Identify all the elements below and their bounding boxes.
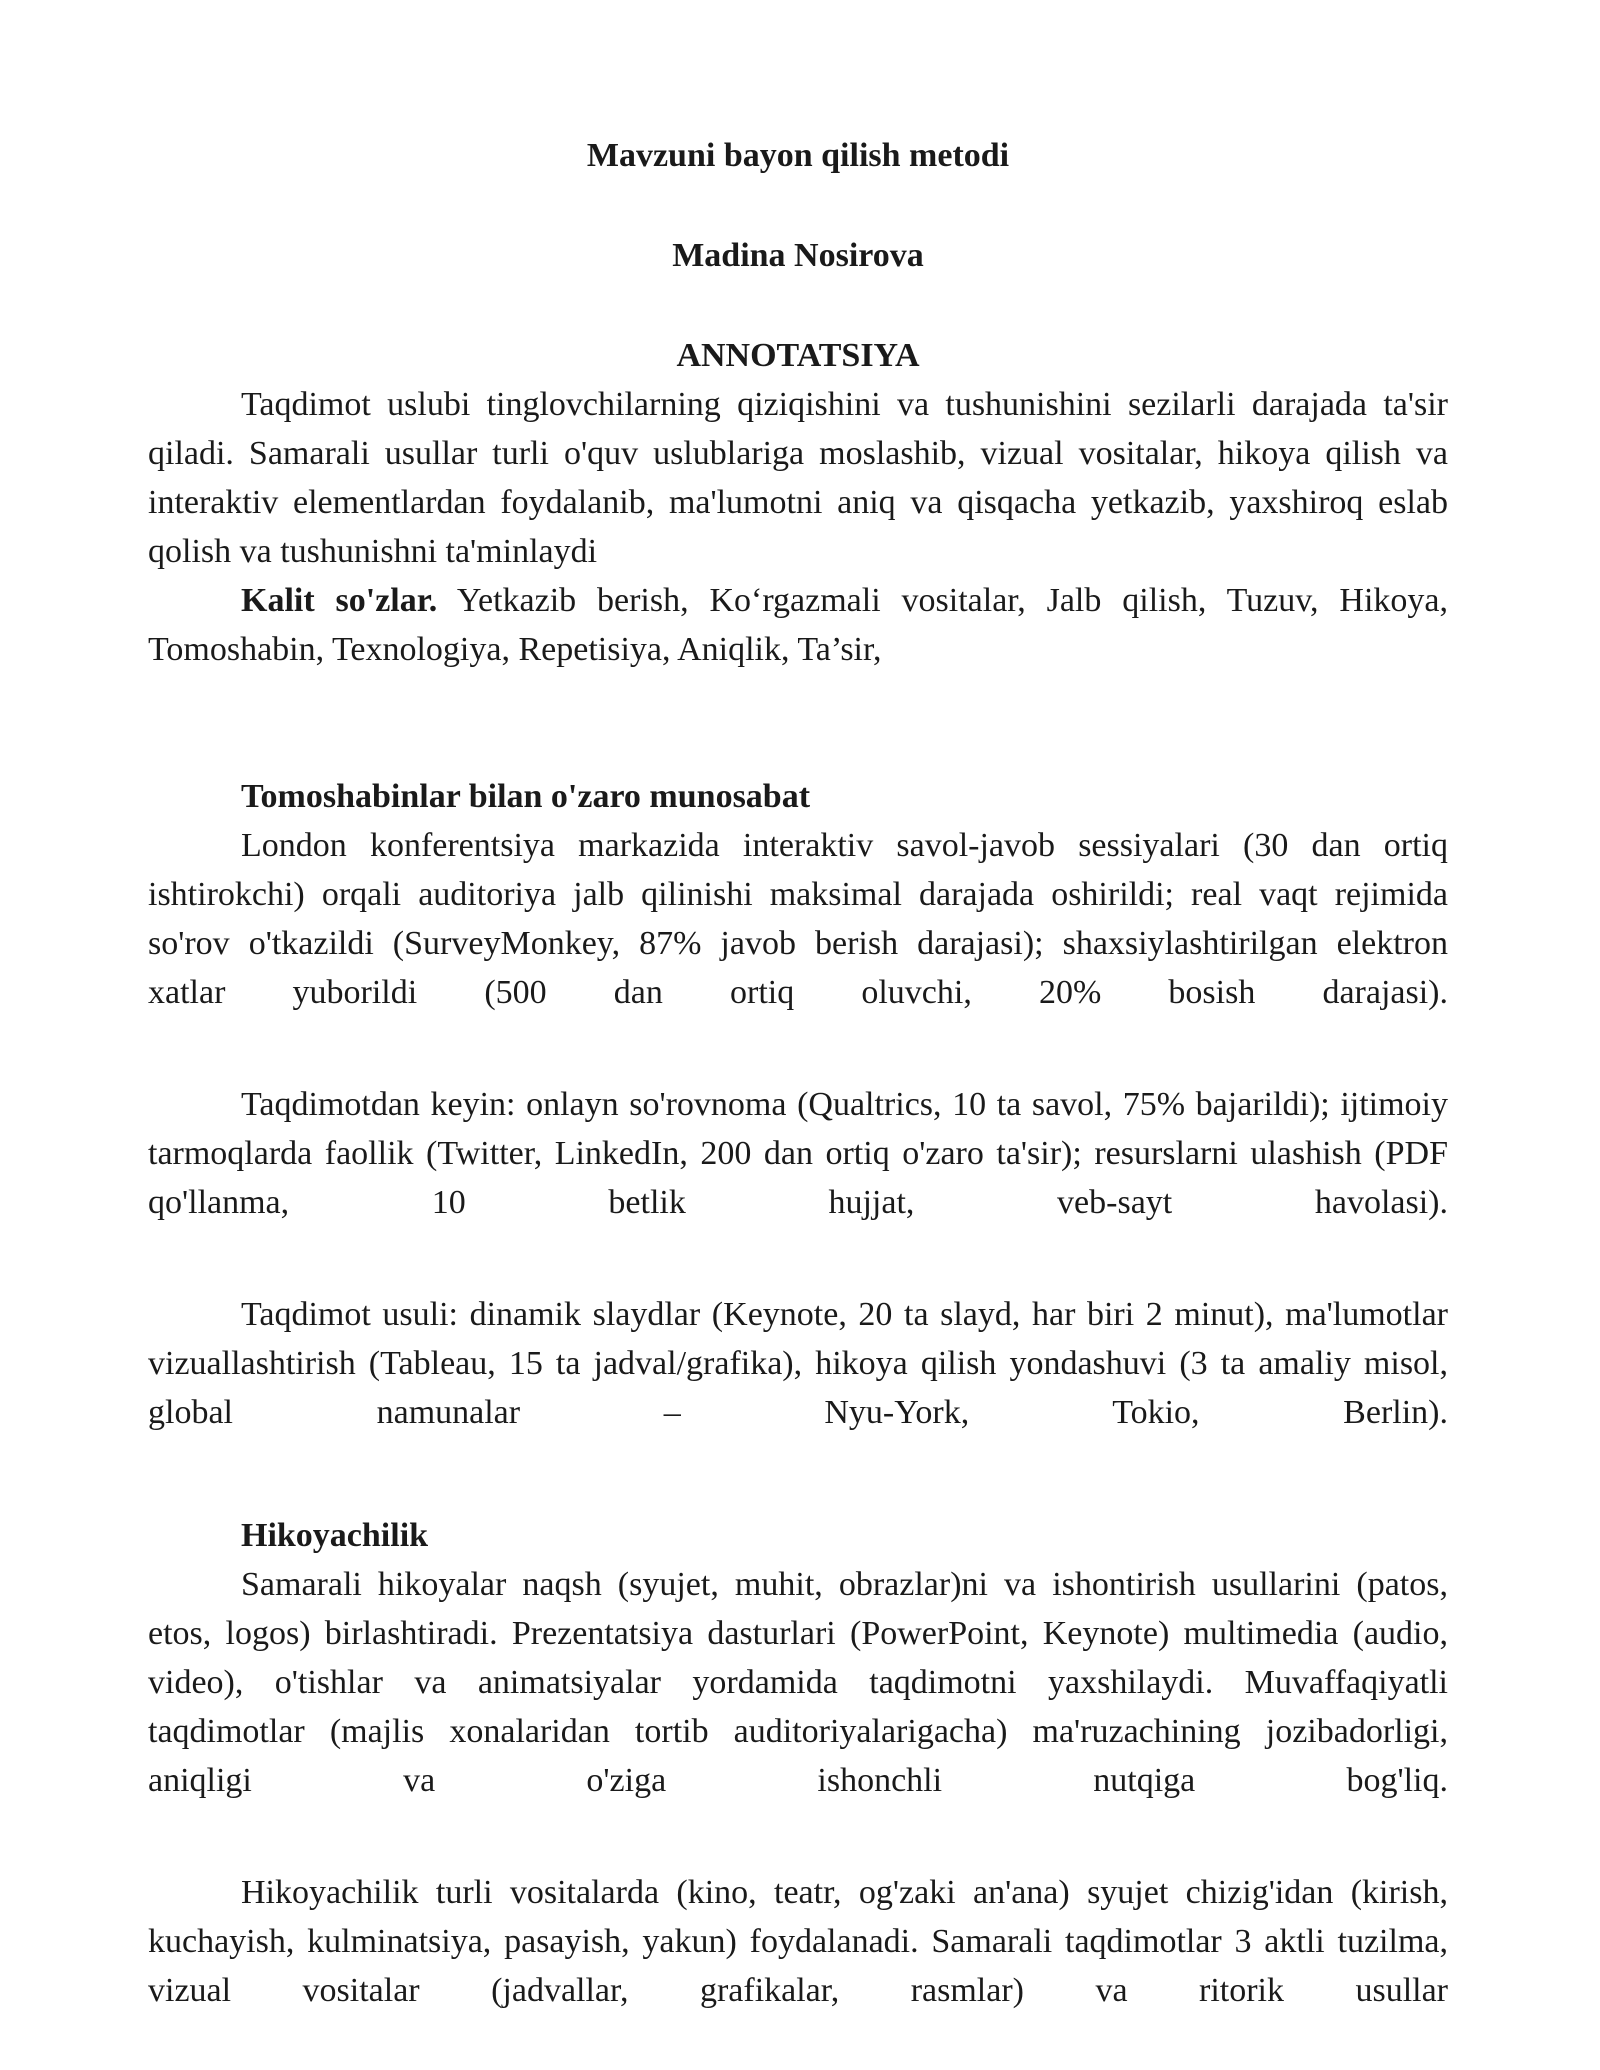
section-heading-storytelling: Hikoyachilik xyxy=(241,1517,429,1554)
keywords-list: Yetkazib berish, Ko‘rgazmali vositalar, Jalb qilish, Tuzuv, Hikoya, Tomoshabin, Texnologiya, Repetisiya, Aniqlik, Ta’sir, xyxy=(148,582,1448,668)
author-name: Madina Nosirova xyxy=(672,237,924,274)
keywords-label: Kalit so'zlar. xyxy=(241,582,438,619)
spacer xyxy=(148,674,1448,772)
keywords-paragraph xyxy=(148,576,1448,674)
document-title: Mavzuni bayon qilish metodi xyxy=(586,137,1010,174)
annotation-heading: ANNOTATSIYA xyxy=(676,337,920,374)
paragraph-storytelling-2: Hikoyachilik turli vositalarda (kino, teatr, og'zaki an'ana) syujet chizig'idan (kirish, kuchayish, kulminatsiya, pasayish, yakun) foydalanadi. Samarali taqdimotlar 3 aktli tuzilma, vizual vositalar (jadvallar, grafikalar, rasmlar) va ritorik usullar xyxy=(148,1874,1448,2009)
paragraph-audience-2: Taqdimotdan keyin: onlayn so'rovnoma (Qualtrics, 10 ta savol, 75% bajarildi); ijtimoiy tarmoqlarda faollik (Twitter, LinkedIn, 200 dan ortiq o'zaro ta'sir); resurslarni ulashish (PDF qo'llanma, 10 betlik hujjat, veb-sayt havolasi). xyxy=(148,1086,1448,1221)
document-page xyxy=(148,128,1448,2015)
spacer xyxy=(148,1017,1448,1080)
spacer xyxy=(148,1227,1448,1290)
section-heading-audience: Tomoshabinlar bilan o'zaro munosabat xyxy=(241,778,811,815)
paragraph-storytelling-1: Samarali hikoyalar naqsh (syujet, muhit, obrazlar)ni va ishontirish usullarini (patos, etos, logos) birlashtiradi. Prezentatsiya dasturlari (PowerPoint, Keynote) multimedia (audio, video), o'tishlar va animatsiyalar yordamida taqdimotni yaxshilaydi. Muvaffaqiyatli taqdimotlar (majlis xonalaridan tortib auditoriyalarigacha) ma'ruzachining jozibadorligi, aniqligi va o'ziga ishonchli nutqiga bog'liq. xyxy=(148,1566,1448,1799)
annotation-paragraph: Taqdimot uslubi tinglovchilarning qiziqishini va tushunishini sezilarli darajada ta'sir qiladi. Samarali usullar turli o'quv uslublariga moslashib, vizual vositalar, hikoya qilish va interaktiv elementlardan foydalanib, ma'lumotni aniq va qisqacha yetkazib, yaxshiroq eslab qolish va tushunishni ta'minlaydi xyxy=(148,386,1448,570)
spacer xyxy=(148,1437,1448,1511)
spacer xyxy=(148,1805,1448,1868)
paragraph-audience-1: London konferentsiya markazida interaktiv savol-javob sessiyalari (30 dan ortiq ishtirokchi) orqali auditoriya jalb qilinishi maksimal darajada oshirildi; real vaqt rejimida so'rov o'tkazildi (SurveyMonkey, 87% javob berish darajasi); shaxsiylashtirilgan elektron xatlar yuborildi (500 dan ortiq oluvchi, 20% bosish darajasi). xyxy=(148,827,1448,1011)
paragraph-audience-3: Taqdimot usuli: dinamik slaydlar (Keynote, 20 ta slayd, har biri 2 minut), ma'lumotlar vizuallashtirish (Tableau, 15 ta jadval/grafika), hikoya qilish yondashuvi (3 ta amaliy misol, global namunalar – Nyu-York, Tokio, Berlin). xyxy=(148,1296,1448,1431)
